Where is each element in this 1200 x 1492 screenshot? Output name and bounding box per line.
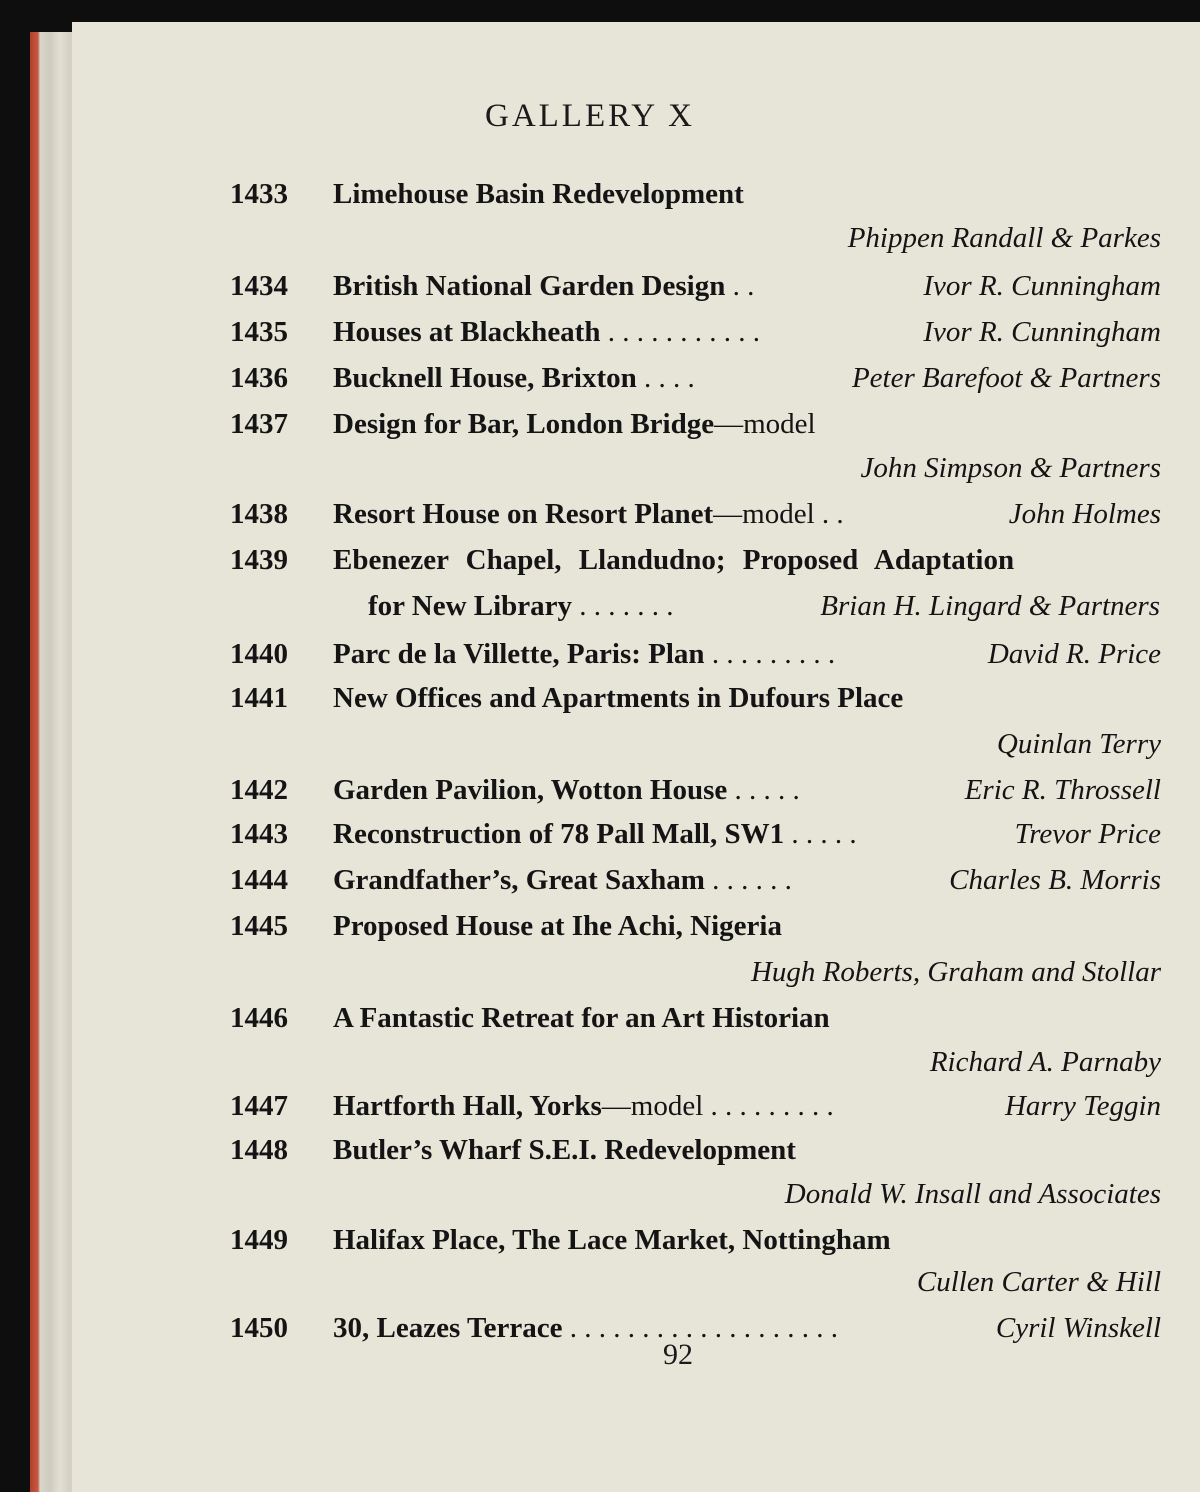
entry-title-line [333,682,1161,715]
entry-architect: Charles B. Morris [943,864,1161,897]
dot-leader: . . . . . . . . . . . . . . . . . . . [562,1312,839,1344]
entry-title-line [333,638,1161,671]
entry-number: 1441 [230,682,288,714]
entry-number: 1449 [230,1224,288,1256]
entry-title-continuation [368,590,1160,623]
entry-title: Parc de la Villette, Paris: Plan [333,638,705,670]
running-head: GALLERY X [484,98,695,134]
dot-leader: . . . . . . . . . [703,1090,834,1122]
entry-number: 1438 [230,498,288,530]
entry-title-line [333,544,1161,577]
entry-title: Ebenezer Chapel, Llandudno; Proposed Adaptation [333,544,1015,576]
entry-number: 1439 [230,544,288,576]
entry-title-line [333,178,1161,211]
entry-architect: Ivor R. Cunningham [917,316,1161,349]
entry-number: 1433 [230,178,288,210]
entry-architect: Trevor Price [1009,818,1161,851]
entry-title: Garden Pavilion, Wotton House [333,774,728,806]
entry-architect: Harry Teggin [999,1090,1161,1123]
entry-note: —model [714,408,816,440]
entry-architect: Peter Barefoot & Partners [846,362,1161,395]
entry-architect: Hugh Roberts, Graham and Stollar [750,956,1161,988]
entry-title: Houses at Blackheath [333,316,601,348]
entry-architect: Phippen Randall & Parkes [847,222,1161,254]
dot-leader: . . . . . . [704,864,792,896]
entry-title: New Offices and Apartments in Dufours Place [333,682,904,714]
entry-number: 1440 [230,638,288,670]
entry-architect: Quinlan Terry [996,728,1161,760]
entry-title-line [333,1090,1161,1123]
entry-title: 30, Leazes Terrace [333,1312,563,1344]
entry-number: 1437 [230,408,288,440]
entry-architect: Eric R. Throssell [959,774,1161,807]
entry-number: 1447 [230,1090,288,1122]
entry-number: 1444 [230,864,288,896]
dot-leader: . . . . . . . [572,590,674,622]
entry-number: 1445 [230,910,288,942]
entry-architect: David R. Price [982,638,1161,671]
entry-architect: John Simpson & Partners [860,452,1161,484]
entry-number: 1450 [230,1312,288,1344]
entry-number: 1436 [230,362,288,394]
entry-number: 1442 [230,774,288,806]
entry-title-line [333,1134,1161,1167]
entry-title: British National Garden Design [333,270,726,302]
dot-leader: . . [814,498,844,530]
entry-architect: John Holmes [1003,498,1161,531]
entry-title: Bucknell House, Brixton [333,362,637,394]
entry-title: Halifax Place, The Lace Market, Nottingham [333,1224,891,1256]
entry-title-cont: for New Library [368,590,573,622]
entry-title-line [333,362,1161,395]
entry-number: 1435 [230,316,288,348]
book-page-edges [30,32,76,1492]
entry-architect: Richard A. Parnaby [929,1046,1161,1078]
entry-number: 1434 [230,270,288,302]
entry-title-line [333,910,1161,943]
entry-title: Hartforth Hall, Yorks [333,1090,602,1122]
entry-title-line [333,316,1161,349]
entry-title-line [333,498,1161,531]
entry-title-line [333,774,1161,807]
dot-leader: . . [725,270,755,302]
entry-title-line [333,864,1161,897]
entry-number: 1446 [230,1002,288,1034]
entry-title: Limehouse Basin Redevelopment [333,178,744,210]
entry-architect: Cullen Carter & Hill [916,1266,1161,1298]
entry-title: A Fantastic Retreat for an Art Historian [333,1002,830,1034]
entry-architect: Donald W. Insall and Associates [784,1178,1161,1210]
dot-leader: . . . . . [784,818,857,850]
entry-note: —model [601,1090,704,1122]
dot-leader: . . . . [636,362,695,394]
entry-number: 1443 [230,818,288,850]
dot-leader: . . . . . . . . . . . [600,316,760,348]
entry-title: Butler’s Wharf S.E.I. Redevelopment [333,1134,796,1166]
entry-title: Grandfather’s, Great Saxham [333,864,705,896]
entry-title-line [333,1224,1161,1257]
entry-title-line [333,818,1161,851]
entry-title-line [333,408,1161,441]
entry-title-line [333,1002,1161,1035]
entry-title: Reconstruction of 78 Pall Mall, SW1 [333,818,785,850]
entry-architect: Ivor R. Cunningham [917,270,1161,303]
dot-leader: . . . . . . . . . [704,638,836,670]
entry-note: —model [713,498,815,530]
dot-leader: . . . . . [727,774,800,806]
entry-architect: Cyril Winskell [990,1312,1161,1345]
entry-number: 1448 [230,1134,288,1166]
entry-title: Proposed House at Ihe Achi, Nigeria [333,910,782,942]
page-number: 92 [663,1338,693,1371]
entry-title: Resort House on Resort Planet [333,498,714,530]
entry-title-line [333,270,1161,303]
entry-title: Design for Bar, London Bridge [333,408,715,440]
entry-architect: Brian H. Lingard & Partners [814,590,1160,623]
